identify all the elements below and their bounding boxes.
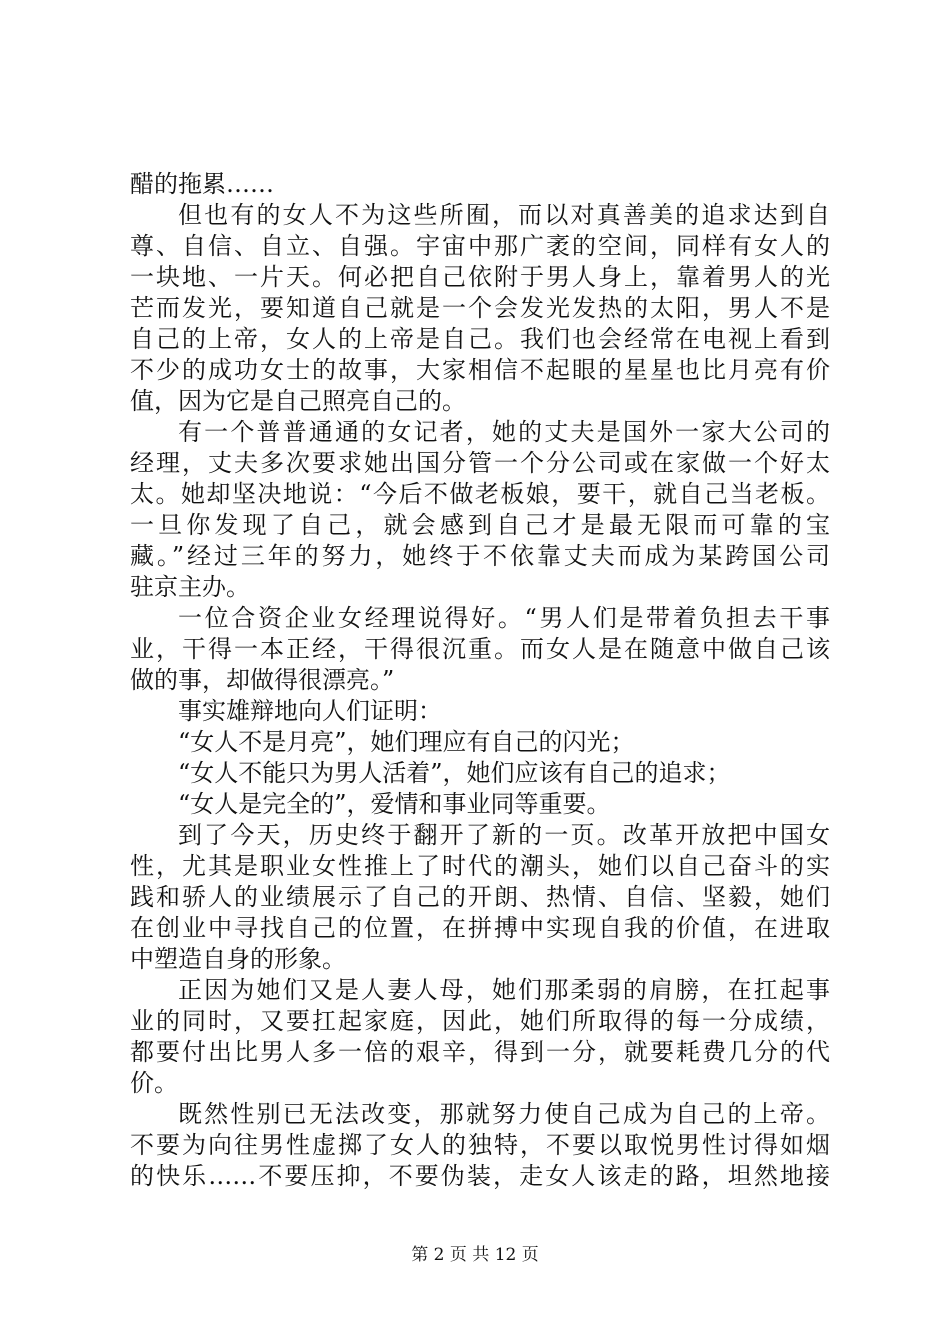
text-line: “女人不能只为男人活着”，她们应该有自己的追求； bbox=[178, 759, 731, 787]
page-number-footer: 第 2 页 共 12 页 bbox=[411, 1245, 539, 1265]
text-line: 值，因为它是自己照亮自己的。 bbox=[130, 387, 466, 415]
text-line: 但也有的女人不为这些所囿，而以对真善美的追求达到自 bbox=[178, 201, 830, 229]
text-line: 都要付出比男人多一倍的艰辛，得到一分，就要耗费几分的代 bbox=[130, 1038, 830, 1066]
text-line: 太。她却坚决地说：“今后不做老板娘，要干，就自己当老板。 bbox=[130, 480, 830, 508]
text-line: 在创业中寻找自己的位置，在拼搏中实现自我的价值，在进取 bbox=[130, 914, 830, 942]
text-line: 尊、自信、自立、自强。宇宙中那广袤的空间，同样有女人的 bbox=[130, 232, 830, 260]
text-line: 藏。”经过三年的努力，她终于不依靠丈夫而成为某跨国公司 bbox=[130, 542, 830, 570]
text-line: 不要为向往男性虚掷了女人的独特，不要以取悦男性讨得如烟 bbox=[130, 1131, 830, 1159]
text-line: 践和骄人的业绩展示了自己的开朗、热情、自信、坚毅，她们 bbox=[130, 883, 830, 911]
text-line: 中塑造自身的形象。 bbox=[130, 945, 346, 973]
text-line: 一块地、一片天。何必把自己依附于男人身上，靠着男人的光 bbox=[130, 263, 830, 291]
text-line: 自己的上帝，女人的上帝是自己。我们也会经常在电视上看到 bbox=[130, 325, 830, 353]
text-line: 醋的拖累…… bbox=[130, 170, 274, 198]
text-line: 价。 bbox=[130, 1069, 178, 1097]
text-line: 做的事，却做得很漂亮。” bbox=[130, 666, 395, 694]
text-line: 芒而发光，要知道自己就是一个会发光发热的太阳，男人不是 bbox=[130, 294, 830, 322]
text-line: 到了今天，历史终于翻开了新的一页。改革开放把中国女 bbox=[178, 821, 830, 849]
text-line: 经理，丈夫多次要求她出国分管一个分公司或在家做一个好太 bbox=[130, 449, 830, 477]
text-line: 一位合资企业女经理说得好。“男人们是带着负担去干事 bbox=[178, 604, 830, 632]
text-line: 业，干得一本正经，干得很沉重。而女人是在随意中做自己该 bbox=[130, 635, 830, 663]
text-line: 驻京主办。 bbox=[130, 573, 250, 601]
text-line: 性，尤其是职业女性推上了时代的潮头，她们以自己奋斗的实 bbox=[130, 852, 830, 880]
text-line: 的快乐……不要压抑，不要伪装，走女人该走的路，坦然地接 bbox=[130, 1162, 830, 1190]
text-line: 不少的成功女士的故事，大家相信不起眼的星星也比月亮有价 bbox=[130, 356, 830, 384]
document-body bbox=[130, 169, 830, 1192]
text-line: 既然性别已无法改变，那就努力使自己成为自己的上帝。 bbox=[178, 1100, 830, 1128]
text-line: “女人不是月亮”，她们理应有自己的闪光； bbox=[178, 728, 635, 756]
text-line: 正因为她们又是人妻人母，她们那柔弱的肩膀，在扛起事 bbox=[178, 976, 830, 1004]
text-line: 事实雄辩地向人们证明： bbox=[178, 697, 442, 725]
text-line: 业的同时，又要扛起家庭，因此，她们所取得的每一分成绩， bbox=[130, 1007, 830, 1035]
text-line: “女人是完全的”，爱情和事业同等重要。 bbox=[178, 790, 611, 818]
text-line: 有一个普普通通的女记者，她的丈夫是国外一家大公司的 bbox=[178, 418, 830, 446]
text-line: 一旦你发现了自己，就会感到自己才是最无限而可靠的宝 bbox=[130, 511, 830, 539]
